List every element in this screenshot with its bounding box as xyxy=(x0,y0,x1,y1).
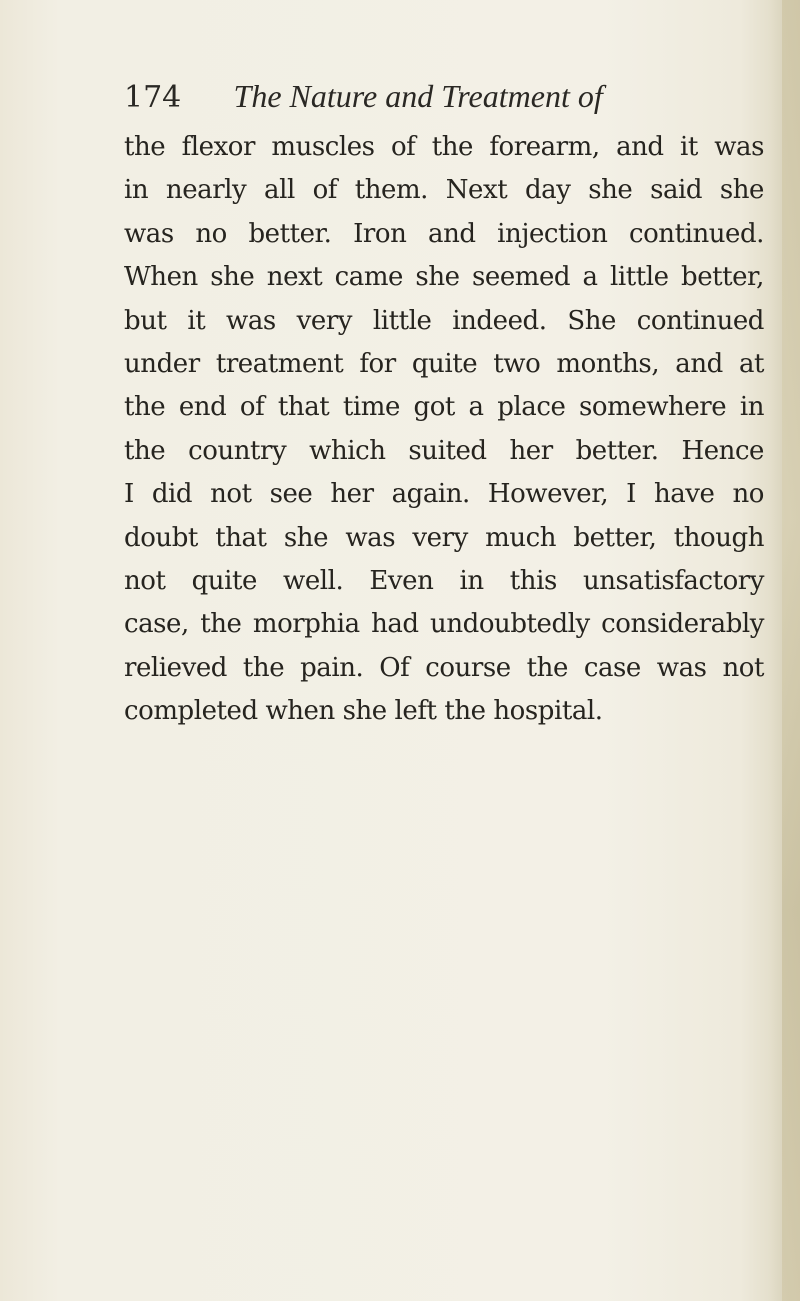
text-line: doubt that she was very much better, though xyxy=(124,522,764,553)
text-line: but it was very little indeed. She continued xyxy=(124,305,764,336)
running-head-title: The Nature and Treatment of xyxy=(233,78,603,114)
text-line: the country which suited her better. Hence xyxy=(124,435,764,466)
page-edge xyxy=(782,0,800,1301)
text-line: in nearly all of them. Next day she said she xyxy=(124,175,764,206)
text-line: completed when she left the hospital. xyxy=(124,696,603,727)
running-head xyxy=(124,76,744,116)
text-line: the end of that time got a place somewhere in xyxy=(124,392,764,423)
text-line: was no better. Iron and injection continued. xyxy=(124,218,764,249)
text-line: the flexor muscles of the forearm, and it was xyxy=(124,132,764,162)
text-line: not quite well. Even in this unsatisfactory xyxy=(124,565,764,596)
text-line: under treatment for quite two months, and at xyxy=(124,348,764,379)
text-line: case, the morphia had undoubtedly considerably xyxy=(124,609,764,640)
text-line: relieved the pain. Of course the case was not xyxy=(124,652,764,683)
text-line: When she next came she seemed a little better, xyxy=(124,262,764,293)
body-paragraph xyxy=(124,126,764,733)
text-line: I did not see her again. However, I have no xyxy=(124,479,764,510)
page-number: 174 xyxy=(124,80,182,115)
